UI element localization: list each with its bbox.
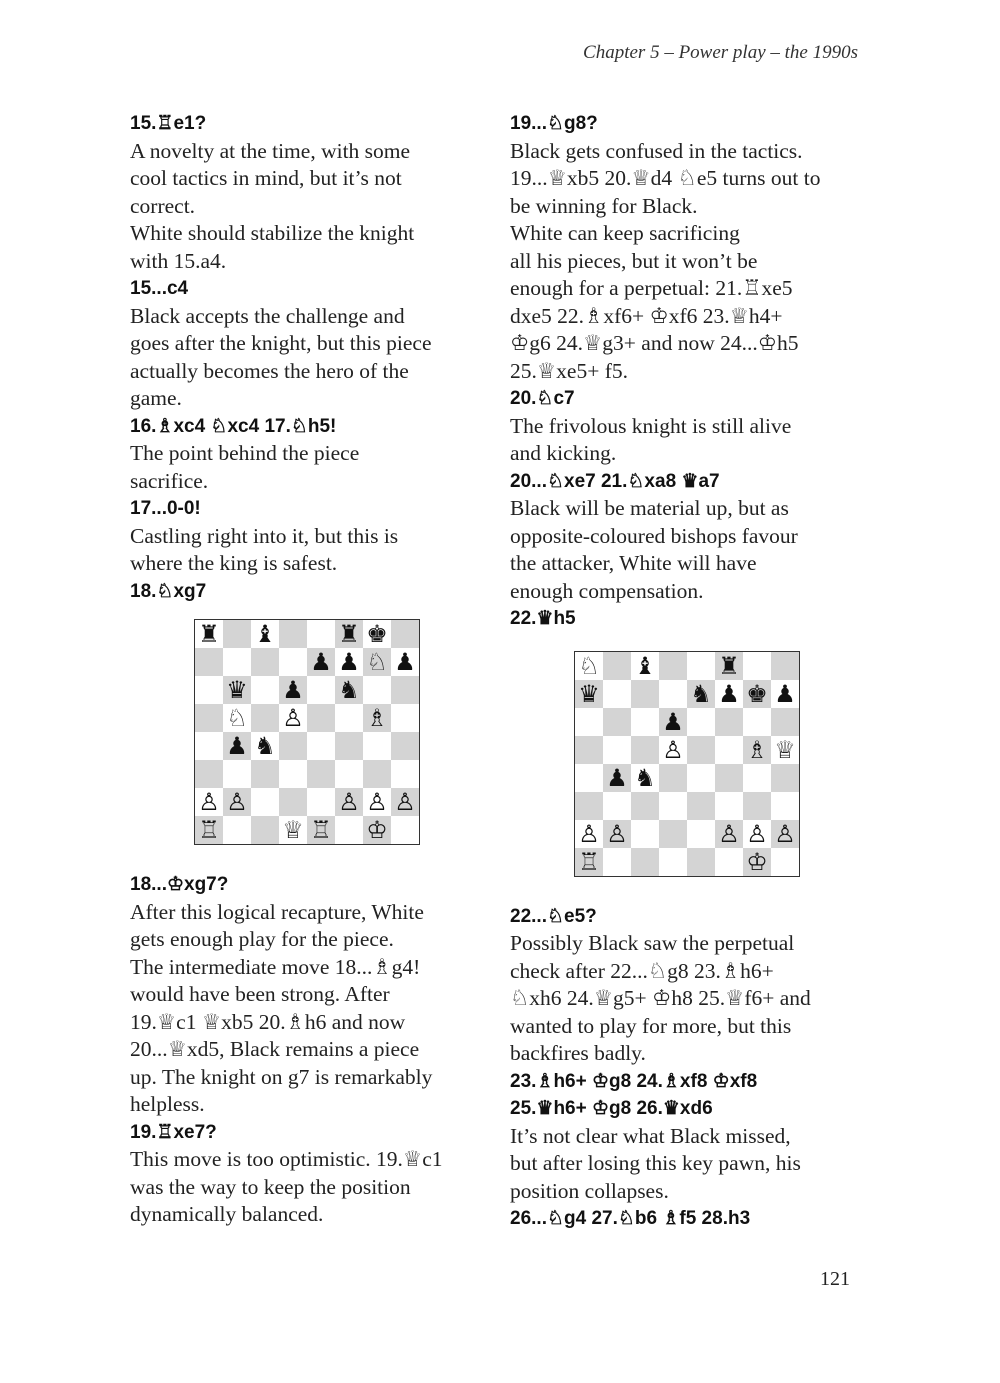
text-line: The intermediate move 18...♗g4!	[130, 954, 421, 979]
board-square	[603, 764, 631, 792]
board-square	[743, 792, 771, 820]
board-square	[743, 848, 771, 876]
board-square	[223, 648, 251, 676]
board-square	[307, 620, 335, 648]
board-square	[659, 764, 687, 792]
board-square	[659, 820, 687, 848]
chess-piece-icon: ♔	[746, 847, 768, 876]
board-square	[687, 820, 715, 848]
text-line: the attacker, White will have	[510, 551, 757, 575]
board-square	[575, 680, 603, 708]
chess-piece-icon: ♜	[198, 620, 220, 648]
board-square	[715, 708, 743, 736]
chess-diagram	[130, 605, 490, 871]
text-line: actually becomes the hero of the	[130, 358, 409, 383]
board-square	[771, 652, 799, 680]
text-line: 20...♕xd5, Black remains a piece	[130, 1037, 420, 1061]
board-square	[335, 788, 363, 816]
chess-piece-icon: ♙	[338, 788, 360, 816]
board-square	[771, 792, 799, 820]
right-column	[510, 110, 870, 1233]
move-heading: 26...♘g4 27.♘b6 ♗f5 28.h3	[510, 1208, 751, 1229]
chess-piece-icon: ♟	[338, 648, 360, 676]
commentary-paragraph	[510, 138, 870, 386]
board-square	[363, 704, 391, 732]
text-line: but after losing this key pawn, his	[510, 1151, 801, 1175]
board-square	[659, 792, 687, 820]
text-line: check after 22...♘g8 23.♗h6+	[510, 958, 774, 983]
commentary-paragraph	[510, 1123, 870, 1206]
board-square	[251, 648, 279, 676]
commentary-paragraph	[130, 138, 490, 276]
board-square	[771, 820, 799, 848]
board-square	[575, 708, 603, 736]
board-square	[279, 704, 307, 732]
board-square	[687, 708, 715, 736]
board-square	[251, 788, 279, 816]
chess-diagram	[510, 633, 870, 903]
board-square	[335, 704, 363, 732]
board-square	[659, 652, 687, 680]
text-line: where the king is safest.	[130, 551, 338, 575]
board-square	[335, 648, 363, 676]
commentary-paragraph	[130, 1146, 490, 1229]
chess-piece-icon: ♟	[310, 648, 332, 676]
text-line: White can keep sacrificing	[510, 221, 740, 245]
board-square	[223, 732, 251, 760]
move-heading: 19...♘g8?	[510, 113, 598, 134]
text-line: Possibly Black saw the perpetual	[510, 931, 795, 955]
board-square	[603, 736, 631, 764]
text-line: goes after the knight, but this piece	[130, 331, 432, 355]
board-square	[195, 732, 223, 760]
text-line: would have been strong. After	[130, 982, 390, 1006]
board-square	[195, 760, 223, 788]
board-square	[715, 652, 743, 680]
move-heading: 16.♗xc4 ♘xc4 17.♘h5!	[130, 415, 337, 437]
chess-piece-icon: ♞	[634, 763, 656, 792]
chess-piece-icon: ♗	[746, 735, 768, 764]
text-line: correct.	[130, 193, 196, 218]
board-square	[659, 680, 687, 708]
chess-piece-icon: ♕	[774, 735, 796, 764]
text-line: Black gets confused in the tactics.	[510, 138, 803, 163]
text-line: ♘xh6 24.♕g5+ ♔h8 25.♕f6+ and	[510, 986, 811, 1010]
board-square	[603, 820, 631, 848]
move-heading: 22...♘e5?	[510, 905, 597, 927]
commentary-paragraph	[130, 440, 490, 495]
board-square	[279, 620, 307, 648]
move-heading: 17...0-0!	[130, 498, 201, 519]
chess-piece-icon: ♕	[282, 816, 304, 844]
board-square	[631, 848, 659, 876]
board-square	[251, 816, 279, 844]
chess-piece-icon: ♖	[310, 816, 332, 844]
chess-piece-icon: ♙	[578, 819, 600, 848]
board-square	[363, 732, 391, 760]
board-square	[195, 648, 223, 676]
board-square	[603, 680, 631, 708]
board-square	[391, 788, 419, 816]
board-square	[307, 648, 335, 676]
text-line: White should stabilize the knight	[130, 221, 415, 245]
commentary-paragraph	[130, 899, 490, 1119]
commentary-paragraph	[510, 930, 870, 1068]
chess-piece-icon: ♟	[606, 763, 628, 792]
text-line: 19.♕c1 ♕xb5 20.♗h6 and now	[130, 1009, 406, 1034]
chess-piece-icon: ♙	[746, 819, 768, 848]
board-square	[363, 788, 391, 816]
text-line: position collapses.	[510, 1178, 669, 1203]
board-square	[307, 788, 335, 816]
board-square	[279, 732, 307, 760]
board-square	[195, 816, 223, 844]
chess-piece-icon: ♖	[198, 816, 220, 844]
board-square	[391, 648, 419, 676]
board-square	[279, 788, 307, 816]
board-square	[631, 764, 659, 792]
board-square	[659, 736, 687, 764]
board-square	[771, 764, 799, 792]
board-square	[335, 732, 363, 760]
text-line: 19...♕xb5 20.♕d4 ♘e5 turns out to	[510, 166, 821, 190]
board-square	[195, 620, 223, 648]
chess-piece-icon: ♘	[226, 704, 248, 732]
board-square	[391, 760, 419, 788]
board-square	[223, 816, 251, 844]
text-line: gets enough play for the piece.	[130, 927, 394, 951]
board-square	[687, 680, 715, 708]
board-square	[307, 732, 335, 760]
board-square	[715, 736, 743, 764]
board-square	[307, 816, 335, 844]
text-line: and kicking.	[510, 441, 617, 465]
board-square	[715, 820, 743, 848]
chess-piece-icon: ♙	[774, 819, 796, 848]
commentary-paragraph	[510, 413, 870, 468]
board-square	[575, 652, 603, 680]
chess-piece-icon: ♟	[394, 648, 416, 676]
commentary-paragraph	[130, 523, 490, 578]
move-heading: 25.♛h6+ ♔g8 26.♛xd6	[510, 1098, 713, 1119]
board-square	[363, 676, 391, 704]
chess-piece-icon: ♞	[254, 732, 276, 760]
board-square	[279, 648, 307, 676]
text-line: wanted to play for more, but this	[510, 1013, 792, 1038]
chess-piece-icon: ♛	[226, 676, 248, 704]
board-square	[631, 820, 659, 848]
text-line: This move is too optimistic. 19.♕c1	[130, 1147, 443, 1171]
board-square	[195, 704, 223, 732]
chess-piece-icon: ♘	[578, 651, 600, 680]
text-line: up. The knight on g7 is remarkably	[130, 1064, 433, 1089]
chess-piece-icon: ♘	[366, 648, 388, 676]
board-square	[335, 676, 363, 704]
text-line: opposite-coloured bishops favour	[510, 523, 798, 548]
board-square	[603, 652, 631, 680]
board-square	[771, 708, 799, 736]
chess-piece-icon: ♙	[394, 788, 416, 816]
chess-piece-icon: ♟	[662, 707, 684, 736]
move-heading: 23.♗h6+ ♔g8 24.♗xf8 ♔xf8	[510, 1070, 758, 1092]
commentary-paragraph	[510, 495, 870, 605]
chess-piece-icon: ♜	[718, 651, 740, 680]
text-line: The frivolous knight is still alive	[510, 413, 792, 438]
text-line: backfires badly.	[510, 1041, 646, 1065]
board-square	[687, 848, 715, 876]
move-heading: 15.♖e1?	[130, 113, 207, 134]
board-square	[251, 676, 279, 704]
move-heading: 20.♘c7	[510, 388, 575, 409]
board-square	[631, 652, 659, 680]
chess-piece-icon: ♗	[366, 704, 388, 732]
board-square	[743, 820, 771, 848]
text-line: all his pieces, but it won’t be	[510, 248, 758, 273]
board-square	[603, 848, 631, 876]
board-square	[335, 760, 363, 788]
board-square	[631, 708, 659, 736]
board-square	[575, 764, 603, 792]
board-square	[603, 708, 631, 736]
chess-piece-icon: ♟	[226, 732, 248, 760]
move-heading: 20...♘xe7 21.♘xa8 ♛a7	[510, 470, 720, 492]
board-square	[335, 816, 363, 844]
chess-piece-icon: ♙	[662, 735, 684, 764]
board-square	[631, 792, 659, 820]
board-square	[715, 680, 743, 708]
board-square	[771, 848, 799, 876]
board-square	[743, 680, 771, 708]
board-square	[715, 848, 743, 876]
board-square	[575, 792, 603, 820]
board-square	[251, 732, 279, 760]
chess-piece-icon: ♞	[338, 676, 360, 704]
chess-piece-icon: ♙	[366, 788, 388, 816]
move-heading: 18.♘xg7	[130, 580, 207, 602]
board-square	[363, 620, 391, 648]
text-line: After this logical recapture, White	[130, 899, 424, 924]
text-line: with 15.a4.	[130, 248, 227, 273]
chess-piece-icon: ♟	[718, 679, 740, 708]
text-line: sacrifice.	[130, 468, 209, 493]
text-line: was the way to keep the position	[130, 1174, 411, 1199]
board-square	[687, 652, 715, 680]
chess-piece-icon: ♙	[606, 819, 628, 848]
board-square	[195, 788, 223, 816]
board-square	[363, 648, 391, 676]
board-square	[223, 676, 251, 704]
board-square	[771, 680, 799, 708]
board-square	[307, 676, 335, 704]
chess-piece-icon: ♛	[578, 679, 600, 708]
board-square	[631, 680, 659, 708]
board-square	[279, 760, 307, 788]
move-heading: 22.♛h5	[510, 608, 576, 629]
chess-piece-icon: ♟	[774, 679, 796, 708]
text-line: cool tactics in mind, but it’s not	[130, 166, 402, 190]
board-square	[771, 736, 799, 764]
chess-board	[574, 651, 800, 877]
move-heading: 19.♖xe7?	[130, 1121, 217, 1143]
text-line: A novelty at the time, with some	[130, 138, 411, 163]
board-square	[687, 792, 715, 820]
board-square	[307, 760, 335, 788]
chess-piece-icon: ♙	[282, 704, 304, 732]
board-square	[603, 792, 631, 820]
board-square	[391, 704, 419, 732]
board-square	[391, 620, 419, 648]
board-square	[251, 620, 279, 648]
text-line: game.	[130, 386, 182, 410]
commentary-paragraph	[130, 303, 490, 413]
text-line: helpless.	[130, 1092, 205, 1116]
board-square	[391, 816, 419, 844]
board-square	[251, 760, 279, 788]
board-square	[659, 848, 687, 876]
text-line: Castling right into it, but this is	[130, 523, 399, 548]
chess-piece-icon: ♙	[718, 819, 740, 848]
left-column	[130, 110, 490, 1229]
text-line: dynamically balanced.	[130, 1202, 324, 1226]
board-square	[743, 764, 771, 792]
chess-piece-icon: ♞	[690, 679, 712, 708]
text-line: It’s not clear what Black missed,	[510, 1123, 791, 1148]
board-square	[279, 676, 307, 704]
board-square	[363, 816, 391, 844]
move-heading: 18...♔xg7?	[130, 874, 229, 895]
board-square	[687, 736, 715, 764]
board-square	[687, 764, 715, 792]
board-square	[659, 708, 687, 736]
chess-piece-icon: ♝	[634, 651, 656, 680]
board-square	[307, 704, 335, 732]
board-square	[715, 792, 743, 820]
text-line: enough for a perpetual: 21.♖xe5	[510, 276, 793, 300]
chess-board	[194, 619, 420, 845]
chess-piece-icon: ♟	[282, 676, 304, 704]
chess-piece-icon: ♝	[254, 620, 276, 648]
text-line: Black will be material up, but as	[510, 496, 789, 520]
board-square	[575, 736, 603, 764]
text-line: The point behind the piece	[130, 441, 360, 465]
board-square	[743, 708, 771, 736]
board-square	[391, 676, 419, 704]
running-header: Chapter 5 – Power play – the 1990s	[583, 42, 858, 63]
text-line: dxe5 22.♗xf6+ ♔xf6 23.♕h4+	[510, 303, 783, 328]
board-square	[195, 676, 223, 704]
board-square	[279, 816, 307, 844]
chess-piece-icon: ♚	[366, 620, 388, 648]
text-line: enough compensation.	[510, 578, 704, 603]
chess-piece-icon: ♚	[746, 679, 768, 708]
move-heading: 15...c4	[130, 278, 189, 299]
board-square	[715, 764, 743, 792]
board-square	[363, 760, 391, 788]
board-square	[575, 820, 603, 848]
board-square	[391, 732, 419, 760]
chess-piece-icon: ♜	[338, 620, 360, 648]
board-square	[743, 652, 771, 680]
board-square	[575, 848, 603, 876]
board-square	[223, 760, 251, 788]
text-line: be winning for Black.	[510, 193, 698, 218]
board-square	[743, 736, 771, 764]
board-square	[223, 704, 251, 732]
board-square	[223, 620, 251, 648]
board-square	[223, 788, 251, 816]
text-line: Black accepts the challenge and	[130, 303, 405, 328]
chess-piece-icon: ♔	[366, 816, 388, 844]
page-number: 121	[820, 1268, 850, 1290]
text-line: 25.♕xe5+ f5.	[510, 358, 628, 383]
board-square	[251, 704, 279, 732]
chess-piece-icon: ♖	[578, 847, 600, 876]
board-square	[631, 736, 659, 764]
text-line: ♔g6 24.♕g3+ and now 24...♔h5	[510, 331, 799, 355]
chess-piece-icon: ♙	[226, 788, 248, 816]
board-square	[335, 620, 363, 648]
chess-piece-icon: ♙	[198, 788, 220, 816]
